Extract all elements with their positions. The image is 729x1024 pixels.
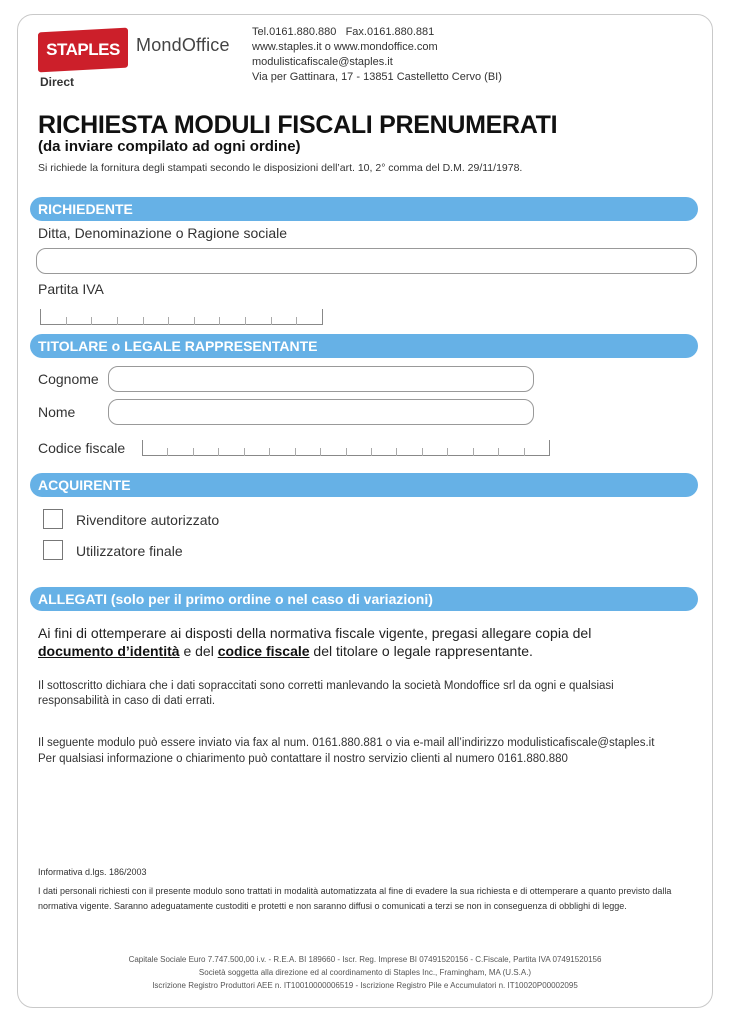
allegati-text: [38, 624, 591, 660]
footer-line-2: Società soggetta alla direzione ed al coordinamento di Staples Inc., Framingham, MA (U.S.A.): [198, 968, 532, 977]
privacy-text: I dati personali richiesti con il presente modulo sono trattati in modalità automatizzata al fine di evadere la sua richiesta e di ottemperare a quanto previsto dalla normativa vigente. Saranno adeguatamente custoditi e protetti e non saranno diffusi o comunicati a terzi se non in conseguenza di obblighi di legge.: [38, 886, 672, 911]
footer-line-1: Capitale Sociale Euro 7.747.500,00 i.v. - R.E.A. BI 189660 - Iscr. Reg. Imprese BI 07491520156 - C.Fiscale, Partita IVA 07491520156: [128, 955, 602, 964]
footer-line-3: Iscrizione Registro Produttori AEE n. IT10010000006519 - Iscrizione Registro Pile e Accumulatori n. IT10020P00002095: [152, 981, 578, 990]
declaration-text: Il sottoscritto dichiara che i dati sopraccitati sono corretti manlevando la società Mondoffice srl da ogni e qualsiasi responsabilità in caso di dati errati.: [38, 680, 614, 707]
section-acquirente-header: ACQUIRENTE: [30, 473, 698, 497]
page-subtitle: (da inviare compilato ad ogni ordine): [38, 138, 301, 155]
vat-label: Partita IVA: [38, 281, 104, 297]
contact-address: Via per Gattinara, 17 - 13851 Castelletto Cervo (BI): [252, 71, 502, 83]
option-rivenditore-label: Rivenditore autorizzato: [76, 512, 220, 528]
section-richiedente-header: RICHIEDENTE: [30, 197, 698, 221]
send-info-line-1: Il seguente modulo può essere inviato via fax al num. 0161.880.881 o via e-mail all’indirizzo modulisticafiscale@staples.it: [38, 737, 655, 749]
surname-input[interactable]: [108, 366, 534, 392]
contact-phone-fax: Tel.0161.880.880 Fax.0161.880.881: [252, 26, 435, 38]
option-utilizzatore-label: Utilizzatore finale: [76, 543, 183, 559]
checkbox-rivenditore[interactable]: [43, 509, 63, 529]
staples-logo-text: STAPLES: [46, 40, 120, 59]
mondoffice-logo: MondOffice: [136, 35, 230, 55]
staples-logo: [38, 28, 128, 73]
fiscal-code-input[interactable]: [142, 440, 550, 456]
name-label: Nome: [38, 404, 76, 420]
section-allegati-header: ALLEGATI (solo per il primo ordine o nel caso di variazioni): [30, 587, 698, 611]
doc-fiscal-emphasis: codice fiscale: [217, 643, 310, 659]
company-input[interactable]: [36, 248, 697, 274]
privacy-heading: Informativa d.lgs. 186/2003: [38, 867, 147, 877]
send-info-line-2: Per qualsiasi informazione o chiarimento può contattare il nostro servizio clienti al numero 0161.880.880: [38, 753, 568, 765]
section-titolare-header: TITOLARE o LEGALE RAPPRESENTANTE: [30, 334, 698, 358]
allegati-and: e del: [179, 643, 218, 659]
direct-label: Direct: [40, 75, 75, 89]
name-input[interactable]: [108, 399, 534, 425]
contact-web: www.staples.it o www.mondoffice.com: [252, 41, 438, 53]
allegati-tail: del titolare o legale rappresentante.: [309, 643, 533, 659]
vat-input[interactable]: [40, 309, 323, 325]
intro-text: Si richiede la fornitura degli stampati secondo le disposizioni dell’art. 10, 2° comma del D.M. 29/11/1978.: [38, 162, 523, 174]
doc-identity-emphasis: documento d’identità: [38, 643, 180, 659]
allegati-text-line-2: [38, 642, 591, 660]
checkbox-utilizzatore[interactable]: [43, 540, 63, 560]
contact-email: modulisticafiscale@staples.it: [252, 56, 393, 68]
page-title: RICHIESTA MODULI FISCALI PRENUMERATI: [38, 111, 558, 139]
company-label: Ditta, Denominazione o Ragione sociale: [38, 225, 288, 241]
surname-label: Cognome: [38, 371, 99, 387]
fiscal-code-label: Codice fiscale: [38, 440, 126, 456]
allegati-text-line-1: Ai fini di ottemperare ai disposti della normativa fiscale vigente, pregasi allegare copia del: [38, 625, 592, 641]
contact-block: [252, 25, 502, 85]
